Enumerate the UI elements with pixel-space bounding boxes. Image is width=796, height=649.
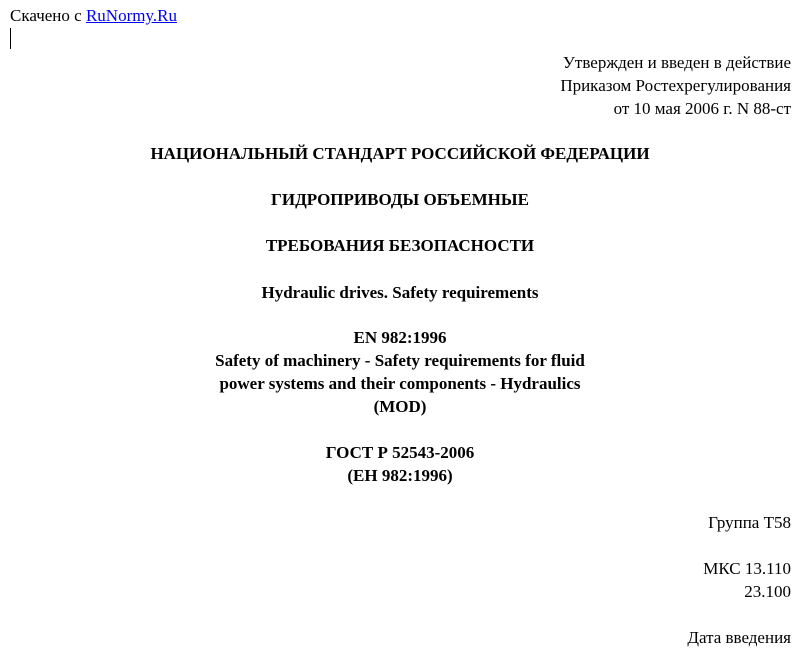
source-prefix: Скачено с [10, 6, 86, 25]
group-label: Группа Т58 [708, 513, 791, 532]
gost-block [0, 441, 796, 487]
requirements-heading: ТРЕБОВАНИЯ БЕЗОПАСНОСТИ [265, 236, 535, 255]
gost-equivalent: (ЕН 982:1996) [347, 466, 453, 485]
source-line [10, 6, 177, 26]
en-standard-line-2: power systems and their components - Hydraulics [219, 374, 581, 393]
en-standard-line-1: Safety of machinery - Safety requirements for fluid [215, 351, 585, 370]
intro-date-label: Дата введения [687, 628, 791, 647]
gost-code: ГОСТ Р 52543-2006 [325, 443, 475, 462]
en-standard-block [0, 326, 796, 418]
subject-heading: ГИДРОПРИВОДЫ ОБЪЕМНЫЕ [271, 190, 529, 209]
national-standard-heading: НАЦИОНАЛЬНЫЙ СТАНДАРТ РОССИЙСКОЙ ФЕДЕРАЦИИ [150, 144, 650, 163]
en-standard-code: EN 982:1996 [353, 328, 447, 347]
approval-block [560, 51, 791, 120]
english-title: Hydraulic drives. Safety requirements [261, 283, 539, 302]
mks-block [703, 557, 791, 603]
approval-line-1: Утвержден и введен в действие [562, 53, 791, 72]
en-standard-line-3: (MOD) [373, 397, 427, 416]
mks-line-2: 23.100 [744, 582, 791, 601]
approval-line-2: Приказом Ростехрегулирования [560, 76, 791, 95]
text-cursor [10, 28, 11, 49]
approval-line-3: от 10 мая 2006 г. N 88-ст [613, 99, 791, 118]
source-link[interactable]: RuNormy.Ru [85, 6, 177, 25]
mks-line-1: МКС 13.110 [703, 559, 791, 578]
